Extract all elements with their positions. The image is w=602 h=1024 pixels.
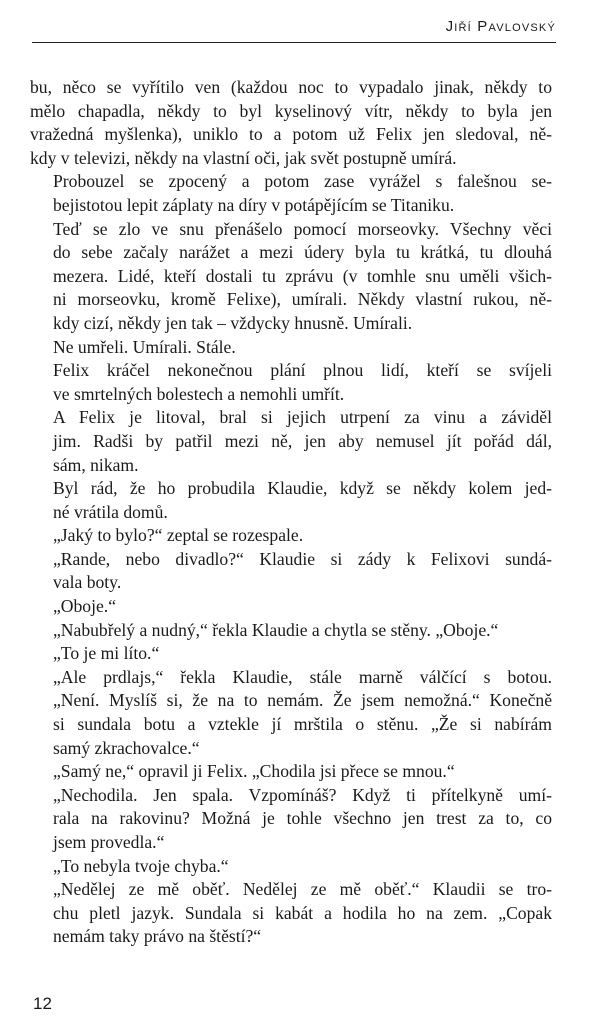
text-line: Felix kráčel nekonečnou plání plnou lidí, kteří se svíjeli	[53, 360, 552, 381]
text-line: bejistotou lepit záplaty na díry v potápějícím se Titaniku.	[53, 194, 455, 215]
text-line: „Ale prdlajs,“ řekla Klaudie, stále marně válčící s botou.	[53, 666, 552, 687]
paragraph	[30, 642, 552, 666]
paragraph	[30, 666, 552, 760]
text-line: „Nedělej ze mě oběť. Nedělej ze mě oběť.“ Klaudii se tro-	[53, 879, 552, 900]
text-line: Byl rád, že ho probudila Klaudie, když se někdy kolem jed-	[53, 478, 552, 499]
text-line: „Není. Myslíš si, že na to nemám. Že jsem nemožná.“ Konečně	[53, 690, 552, 711]
text-line: „Jaký to bylo?“ zeptal se rozespale.	[53, 525, 304, 546]
text-line: nemám taky právo na štěstí?“	[53, 926, 262, 947]
paragraph	[30, 524, 552, 548]
author-name: Jiří Pavlovský	[445, 18, 556, 35]
text-line: vražedná myšlenka), uniklo to a potom už Felix jen sledoval, ně-	[30, 124, 552, 145]
paragraph	[30, 218, 552, 336]
text-line: sám, nikam.	[53, 454, 139, 475]
text-line: chu pletl jazyk. Sundala si kabát a hodila ho na zem. „Copak	[53, 902, 552, 923]
text-line: Ne umřeli. Umírali. Stále.	[53, 336, 236, 357]
text-line: do sebe začaly narážet a mezi údery byla tu krátká, tu dlouhá	[53, 242, 552, 263]
text-line: „To nebyla tvoje chyba.“	[53, 855, 229, 876]
paragraph	[30, 406, 552, 477]
paragraph	[30, 359, 552, 406]
paragraph	[30, 76, 552, 170]
text-line: Teď se zlo ve snu přenášelo pomocí morseovky. Všechny věci	[53, 218, 552, 239]
text-line: „Oboje.“	[53, 596, 117, 617]
text-line: mezera. Lidé, kteří dostali tu zprávu (v tomhle snu uměli všich-	[53, 265, 552, 286]
text-line: „Samý ne,“ opravil ji Felix. „Chodila jsi přece se mnou.“	[53, 761, 455, 782]
text-line: mělo chapadla, někdy to byl kyselinový vítr, někdy to byla jen	[30, 100, 552, 121]
text-line: ve smrtelných bolestech a nemohli umřít.	[53, 383, 345, 404]
text-line: samý zkrachovalce.“	[53, 737, 200, 758]
text-line: si sundala botu a vztekle jí mrštila o stěnu. „Že si nabírám	[53, 714, 552, 735]
text-line: rala na rakovinu? Možná je tohle všechno jen trest za to, co	[53, 808, 552, 829]
paragraph	[30, 784, 552, 855]
paragraph	[30, 619, 552, 643]
paragraph	[30, 760, 552, 784]
text-line: né vrátila domů.	[53, 501, 168, 522]
text-line: vala boty.	[53, 572, 122, 593]
paragraph	[30, 170, 552, 217]
paragraph	[30, 548, 552, 595]
text-line: „Nabubřelý a nudný,“ řekla Klaudie a chytla se stěny. „Oboje.“	[53, 619, 499, 640]
paragraph	[30, 878, 552, 949]
text-line: Probouzel se zpocený a potom zase vyrážel s falešnou se-	[53, 171, 552, 192]
text-line: bu, něco se vyřítilo ven (každou noc to vypadalo jinak, někdy to	[30, 77, 552, 97]
text-line: „Nechodila. Jen spala. Vzpomínáš? Když ti přítelkyně umí-	[53, 784, 552, 805]
paragraph	[30, 336, 552, 360]
text-line: „Rande, nebo divadlo?“ Klaudie si zády k Felixovi sundá-	[53, 548, 552, 569]
body-text	[30, 76, 552, 949]
page-number: 12	[33, 994, 52, 1013]
text-line: jsem provedla.“	[53, 832, 165, 852]
paragraph	[30, 855, 552, 879]
paragraph	[30, 477, 552, 524]
text-line: kdy cizí, někdy jen tak – vždycky hnusně. Umírali.	[53, 312, 413, 333]
text-line: jim. Radši by patřil mezi ně, jen aby nemusel jít pořád dál,	[53, 430, 552, 451]
text-line: ni morseovku, kromě Felixe), umírali. Někdy vlastní rukou, ně-	[53, 289, 552, 310]
paragraph	[30, 595, 552, 619]
text-line: A Felix je litoval, bral si jejich utrpení za vinu a záviděl	[53, 407, 552, 428]
text-line: kdy v televizi, někdy na vlastní oči, jak svět postupně umírá.	[30, 147, 457, 168]
running-header	[32, 16, 556, 43]
text-line: „To je mi líto.“	[53, 643, 160, 664]
